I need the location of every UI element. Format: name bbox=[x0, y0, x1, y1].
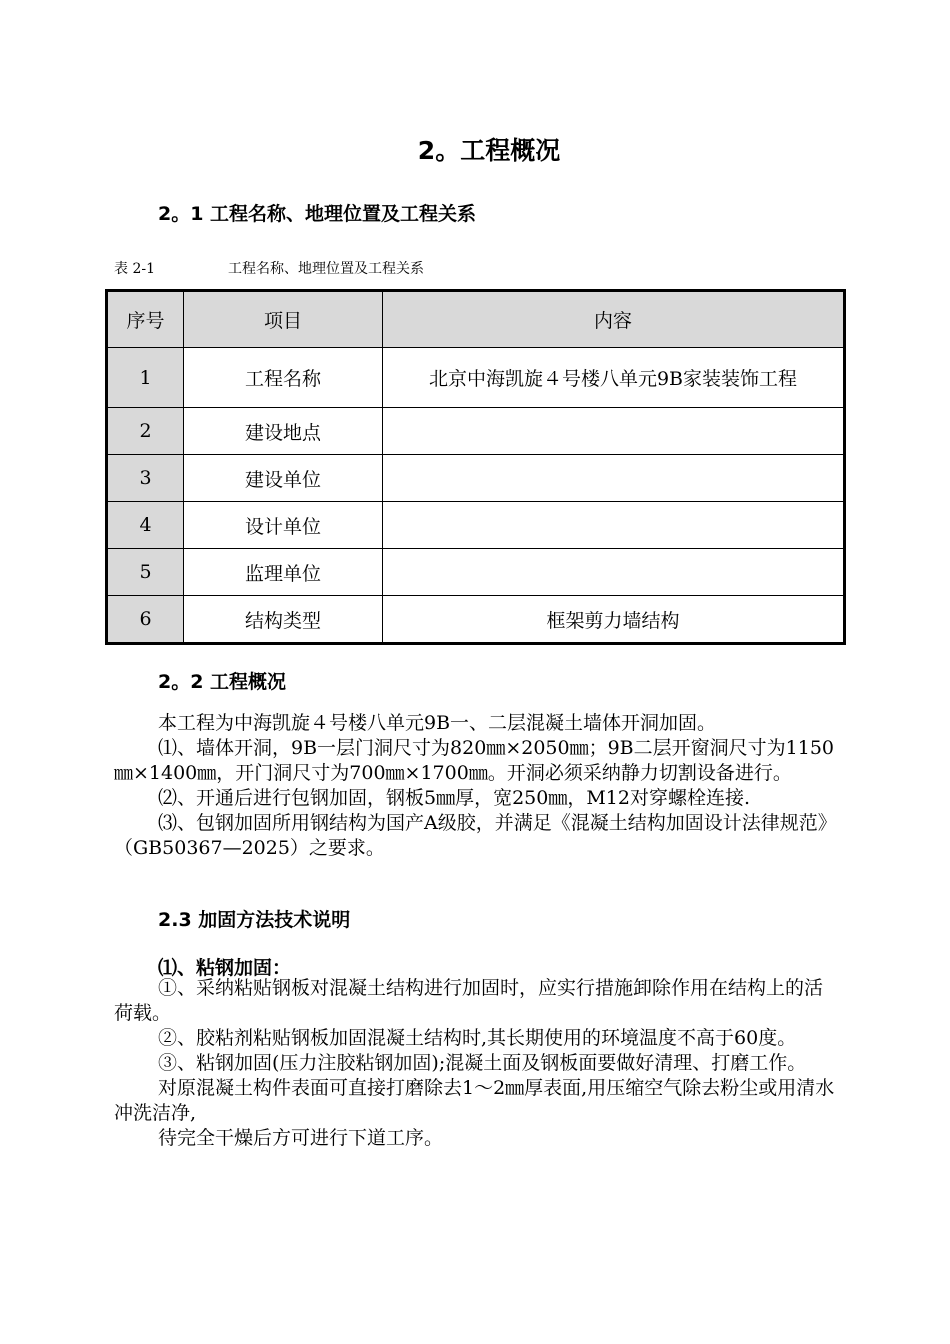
table-caption-title: 工程名称、地理位置及工程关系 bbox=[228, 261, 424, 277]
row-content: 框架剪力墙结构 bbox=[383, 596, 845, 644]
table-caption-label: 表 2-1 bbox=[114, 261, 155, 277]
row-item: 建设单位 bbox=[184, 455, 383, 502]
section-2-3-body bbox=[114, 976, 838, 1151]
paragraph: 对原混凝土构件表面可直接打磨除去1～2㎜厚表面,用压缩空气除去粉尘或用清水冲洗洁净, bbox=[114, 1077, 835, 1124]
table-row bbox=[107, 455, 845, 502]
row-content bbox=[383, 549, 845, 596]
section-heading-2-3: 2.3 加固方法技术说明 bbox=[158, 909, 351, 931]
row-content bbox=[383, 455, 845, 502]
paragraph: ①、采纳粘贴钢板对混凝土结构进行加固时，应实行措施卸除作用在结构上的活荷载。 bbox=[114, 977, 824, 1024]
paragraph: ③、粘钢加固(压力注胶粘钢加固);混凝土面及钢板面要做好清理、打磨工作。 bbox=[158, 1052, 807, 1074]
row-content bbox=[383, 502, 845, 549]
section-2-2-body bbox=[114, 711, 838, 861]
table-row bbox=[107, 596, 845, 644]
subheading-steel-bonding: ⑴、粘钢加固： bbox=[158, 957, 292, 979]
header-item: 项目 bbox=[184, 291, 383, 348]
table-row bbox=[107, 549, 845, 596]
row-content bbox=[383, 408, 845, 455]
row-seq: 6 bbox=[107, 596, 184, 644]
table-row bbox=[107, 348, 845, 408]
row-item: 监理单位 bbox=[184, 549, 383, 596]
row-item: 建设地点 bbox=[184, 408, 383, 455]
paragraph: ②、胶粘剂粘贴钢板加固混凝土结构时,其长期使用的环境温度不高于60度。 bbox=[158, 1027, 797, 1049]
project-info-table bbox=[105, 289, 846, 645]
paragraph: 待完全干燥后方可进行下道工序。 bbox=[158, 1127, 444, 1149]
row-item: 设计单位 bbox=[184, 502, 383, 549]
row-seq: 2 bbox=[107, 408, 184, 455]
paragraph: ⑴、墙体开洞，9B一层门洞尺寸为820㎜×2050㎜；9B二层开窗洞尺寸为1150㎜×1400㎜，开门洞尺寸为700㎜×1700㎜。开洞必须采纳静力切割设备进行。 bbox=[114, 737, 834, 784]
row-item: 工程名称 bbox=[184, 348, 383, 408]
header-content: 内容 bbox=[383, 291, 845, 348]
row-seq: 1 bbox=[107, 348, 184, 408]
section-heading-2-2: 2。2 工程概况 bbox=[158, 671, 287, 693]
table-header-row bbox=[107, 291, 845, 348]
section-heading-2-1: 2。1 工程名称、地理位置及工程关系 bbox=[158, 203, 477, 225]
header-seq: 序号 bbox=[107, 291, 184, 348]
table-row bbox=[107, 408, 845, 455]
paragraph: 本工程为中海凯旋４号楼八单元9B一、二层混凝土墙体开洞加固。 bbox=[158, 712, 717, 734]
row-item: 结构类型 bbox=[184, 596, 383, 644]
row-seq: 3 bbox=[107, 455, 184, 502]
table-row bbox=[107, 502, 845, 549]
row-seq: 4 bbox=[107, 502, 184, 549]
row-seq: 5 bbox=[107, 549, 184, 596]
paragraph: ⑶、包钢加固所用钢结构为国产A级胶，并满足《混凝土结构加固设计法律规范》（GB50367—2025）之要求。 bbox=[114, 812, 837, 859]
paragraph: ⑵、开通后进行包钢加固，钢板5㎜厚，宽250㎜，M12对穿螺栓连接. bbox=[158, 787, 751, 809]
table-caption bbox=[114, 258, 424, 278]
row-content: 北京中海凯旋４号楼八单元9B家装装饰工程 bbox=[383, 348, 845, 408]
page-title: 2。工程概况 bbox=[417, 136, 561, 165]
